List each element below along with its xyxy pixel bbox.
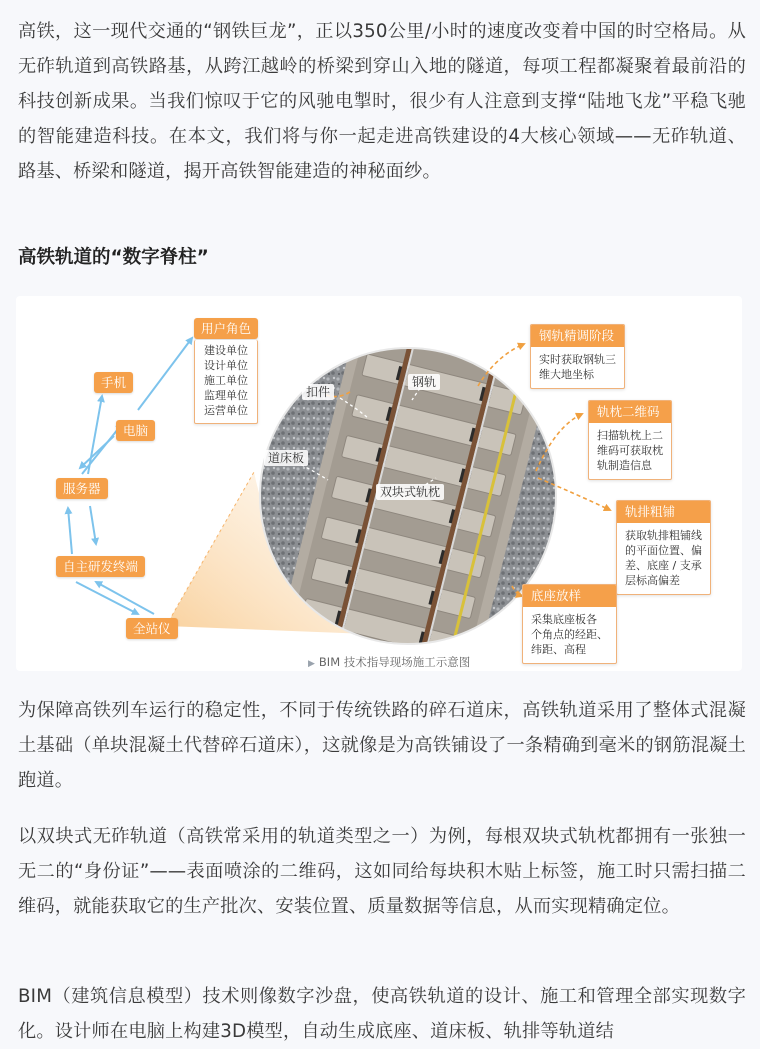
callout-line: 实时获取钢轨三 — [539, 353, 616, 366]
callout-line: 的平面位置、偏 — [625, 544, 702, 557]
label-slab: 道床板 — [264, 450, 308, 466]
intro-paragraph: 高铁，这一现代交通的“钢铁巨龙”，正以350公里/小时的速度改变着中国的时空格局。从无砟轨道到高铁路基，从跨江越岭的桥梁到穿山入地的隧道，每项工程都凝聚着最前沿的科技创新成果。当我们惊叹于它的风驰电掣时，很少有人注意到支撑“陆地飞龙”平稳飞驰的智能建造科技。在本文，我们将与你一起走进高铁建设的4大核心领域——无砟轨道、路基、桥梁和隧道，揭开高铁智能建造的神秘面纱。 — [18, 21, 746, 182]
user-role-item: 设计单位 — [204, 359, 248, 372]
callout-title: 钢轨精调阶段 — [531, 325, 624, 347]
label-rail: 钢轨 — [408, 374, 440, 390]
callout-line: 纬距、高程 — [531, 643, 586, 656]
callout-line: 维码可获取枕 — [597, 444, 663, 457]
callout-title: 轨枕二维码 — [589, 401, 671, 423]
callout-title: 底座放样 — [523, 585, 616, 607]
user-role-item: 监理单位 — [204, 389, 248, 402]
callout-line: 扫描轨枕上二 — [597, 429, 663, 442]
node-server: 服务器 — [56, 478, 108, 499]
user-role-item: 施工单位 — [204, 374, 248, 387]
figure-caption — [308, 654, 470, 670]
callout-line: 维大地坐标 — [539, 368, 594, 381]
paragraph-1: 为保障高铁列车运行的稳定性，不同于传统铁路的碎石道床，高铁轨道采用了整体式混凝土基础（单块混凝土代替碎石道床），这就像是为高铁铺设了一条精确到毫米的钢筋混凝土跑道。 — [18, 700, 746, 791]
callout-line: 获取轨排粗铺线 — [625, 529, 702, 542]
callout-line: 轨制造信息 — [597, 459, 652, 472]
section-title: 高铁轨道的“数字脊柱” — [18, 247, 209, 268]
callout-rough-lay — [616, 500, 711, 595]
bim-diagram-figure — [16, 296, 742, 671]
user-role-item: 运营单位 — [204, 404, 248, 417]
node-phone: 手机 — [94, 372, 133, 393]
caption-triangle-icon: ▶ — [308, 659, 315, 669]
callout-line: 差、底座 / 支承 — [625, 559, 702, 572]
paragraph-3: BIM（建筑信息模型）技术则像数字沙盘，使高铁轨道的设计、施工和管理全部实现数字化。设计师在电脑上构建3D模型，自动生成底座、道床板、轨排等轨道结 — [18, 986, 746, 1042]
callout-title: 轨排粗铺 — [617, 501, 710, 523]
callout-line: 个角点的经距、 — [531, 628, 608, 641]
callout-sleeper-qr — [588, 400, 672, 480]
label-sleeper: 双块式轨枕 — [376, 484, 444, 500]
figure-caption-text: BIM 技术指导现场施工示意图 — [318, 655, 471, 669]
callout-base-layout — [522, 584, 617, 664]
paragraph-2: 以双块式无砟轨道（高铁常采用的轨道类型之一）为例，每根双块式轨枕都拥有一张独一无二的“身份证”——表面喷涂的二维码，这如同给每块积木贴上标签，施工时只需扫描二维码，就能获取它的生产批次、安装位置、质量数据等信息，从而实现精确定位。 — [18, 826, 746, 917]
node-user-role-list — [194, 340, 258, 424]
callout-rail-adjust — [530, 324, 625, 389]
label-fastener: 扣件 — [302, 384, 334, 400]
callout-line: 采集底座板各 — [531, 613, 597, 626]
node-computer: 电脑 — [116, 420, 155, 441]
user-role-item: 建设单位 — [204, 344, 248, 357]
node-user-role-title: 用户角色 — [194, 318, 258, 339]
node-terminal: 自主研发终端 — [56, 556, 145, 577]
node-total-station: 全站仪 — [126, 618, 178, 639]
callout-line: 层标高偏差 — [625, 574, 680, 587]
